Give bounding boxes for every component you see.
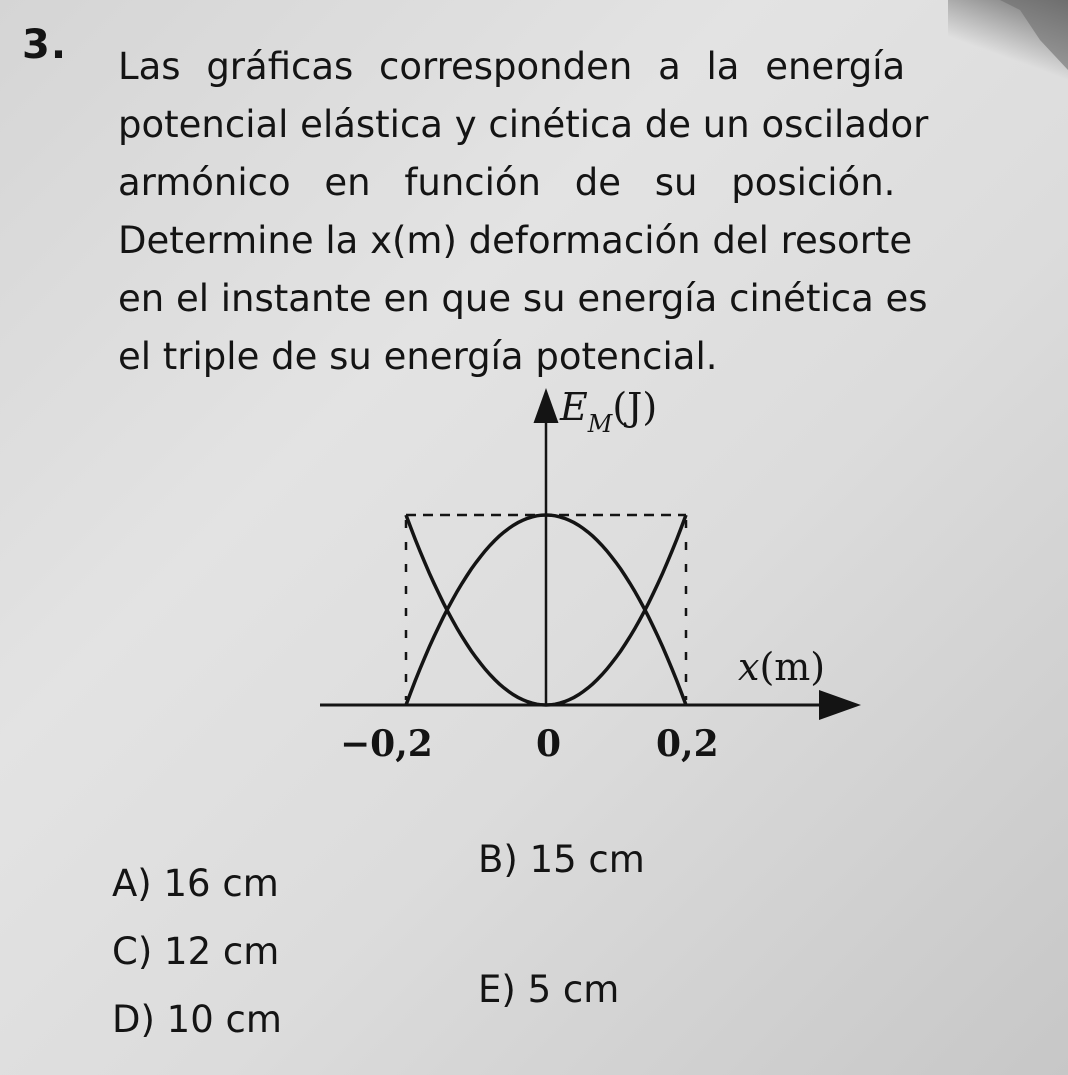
x-axis-symbol: x: [738, 645, 760, 689]
y-axis-symbol: E: [560, 385, 588, 429]
question-line-2: potencial elástica y cinética de un oscilador: [118, 103, 929, 146]
question-line-1: Las gráficas corresponden a la energía: [118, 45, 906, 88]
option-b[interactable]: B) 15 cm: [478, 838, 645, 881]
y-axis-subscript: M: [587, 410, 613, 438]
page-shadow: [948, 0, 1068, 90]
energy-graph: [300, 375, 880, 795]
x-tick-0: 0: [536, 723, 562, 765]
question-line-4: Determine la x(m) deformación del resorte: [118, 219, 913, 262]
x-axis-label: [738, 645, 825, 689]
option-d[interactable]: D) 10 cm: [112, 998, 282, 1041]
y-axis-unit: (J): [612, 385, 658, 429]
y-axis-label: [560, 385, 658, 438]
question-number: 3.: [22, 22, 68, 68]
option-a[interactable]: A) 16 cm: [112, 862, 279, 905]
x-tick-0-2: 0,2: [656, 723, 719, 765]
x-axis-unit: (m): [759, 645, 826, 689]
option-c[interactable]: C) 12 cm: [112, 930, 280, 973]
question-line-5: en el instante en que su energía cinética es: [118, 277, 928, 320]
option-e[interactable]: E) 5 cm: [478, 968, 620, 1011]
x-tick-minus-0-2: −0,2: [340, 723, 433, 765]
question-line-6: el triple de su energía potencial.: [118, 335, 718, 378]
question-line-3: armónico en función de su posición.: [118, 161, 896, 204]
